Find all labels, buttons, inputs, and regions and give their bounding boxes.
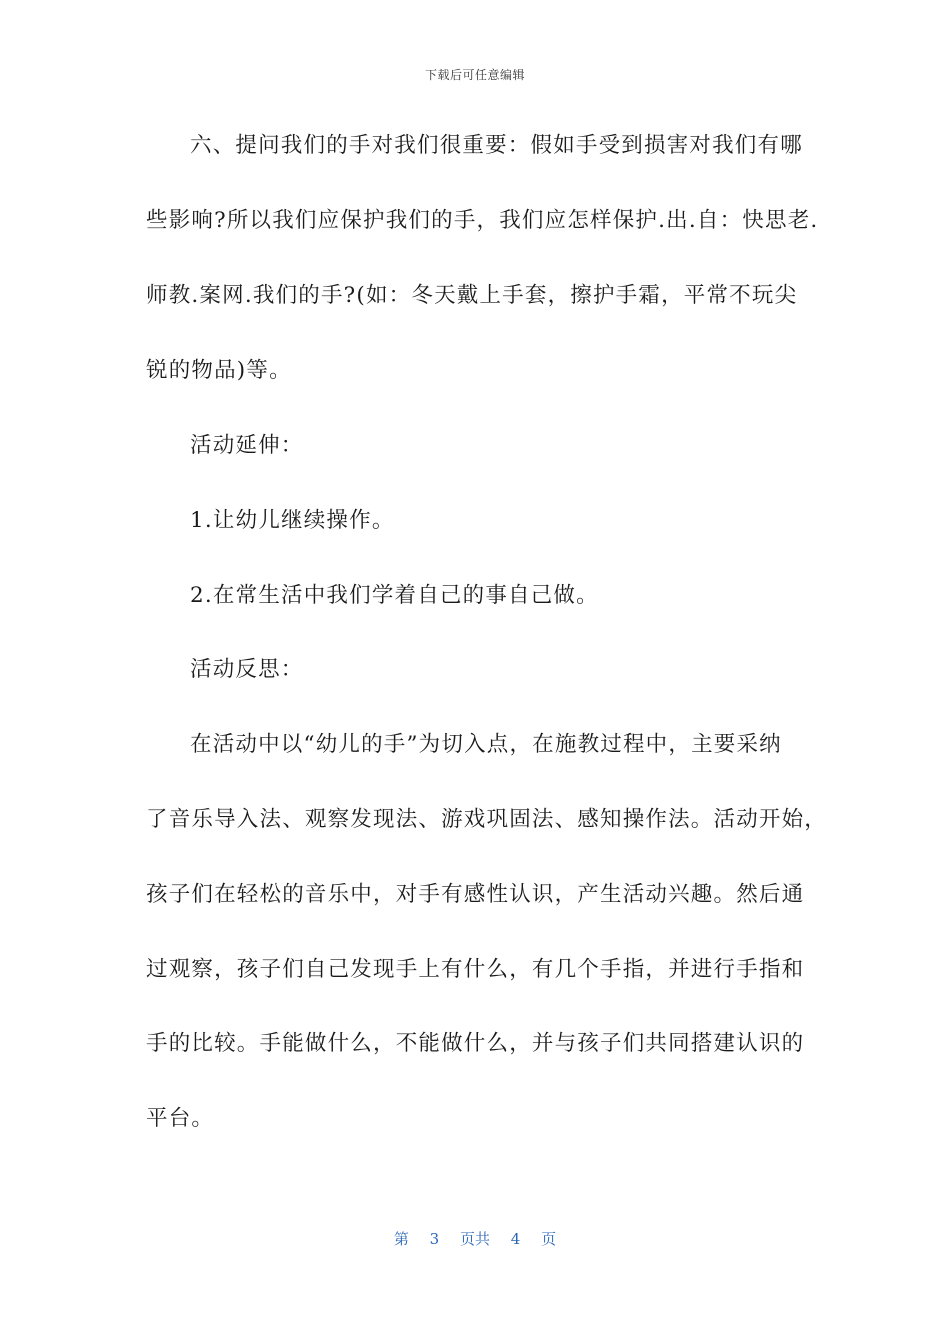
total-pages-number: 4 [510, 1230, 521, 1248]
paragraph-line: 锐的物品)等。 [146, 358, 292, 383]
paragraph-line: 些影响?所以我们应保护我们的手，我们应怎样保护.出.自：快思老. [146, 208, 819, 233]
paragraph-line: 手的比较。手能做什么，不能做什么，并与孩子们共同搭建认识的 [146, 1031, 805, 1056]
page-label-middle: 页共 [459, 1230, 490, 1248]
header-text: 下载后可任意编辑 [424, 68, 525, 82]
section-heading: 活动延伸： [190, 433, 304, 458]
paragraph-line: 师教.案网.我们的手?(如：冬天戴上手套，擦护手霜，平常不玩尖 [146, 283, 798, 308]
paragraph-line: 孩子们在轻松的音乐中，对手有感性认识，产生活动兴趣。然后通 [146, 882, 805, 907]
page-footer [0, 1228, 950, 1249]
list-item: 1.让幼儿继续操作。 [190, 508, 395, 533]
paragraph-line: 在活动中以“幼儿的手”为切入点，在施教过程中，主要采纳 [190, 732, 782, 757]
section-heading: 活动反思： [190, 657, 304, 682]
current-page-number: 3 [429, 1230, 440, 1248]
paragraph-line: 过观察，孩子们自己发现手上有什么，有几个手指，并进行手指和 [146, 957, 805, 982]
paragraph-line: 了音乐导入法、观察发现法、游戏巩固法、感知操作法。活动开始， [146, 807, 828, 832]
page-label-prefix: 第 [393, 1230, 409, 1248]
list-item: 2.在常生活中我们学着自己的事自己做。 [190, 583, 599, 608]
paragraph-line: 六、提问我们的手对我们很重要：假如手受到损害对我们有哪 [190, 133, 803, 158]
page-label-suffix: 页 [541, 1230, 557, 1248]
paragraph-line: 平台。 [146, 1106, 215, 1131]
